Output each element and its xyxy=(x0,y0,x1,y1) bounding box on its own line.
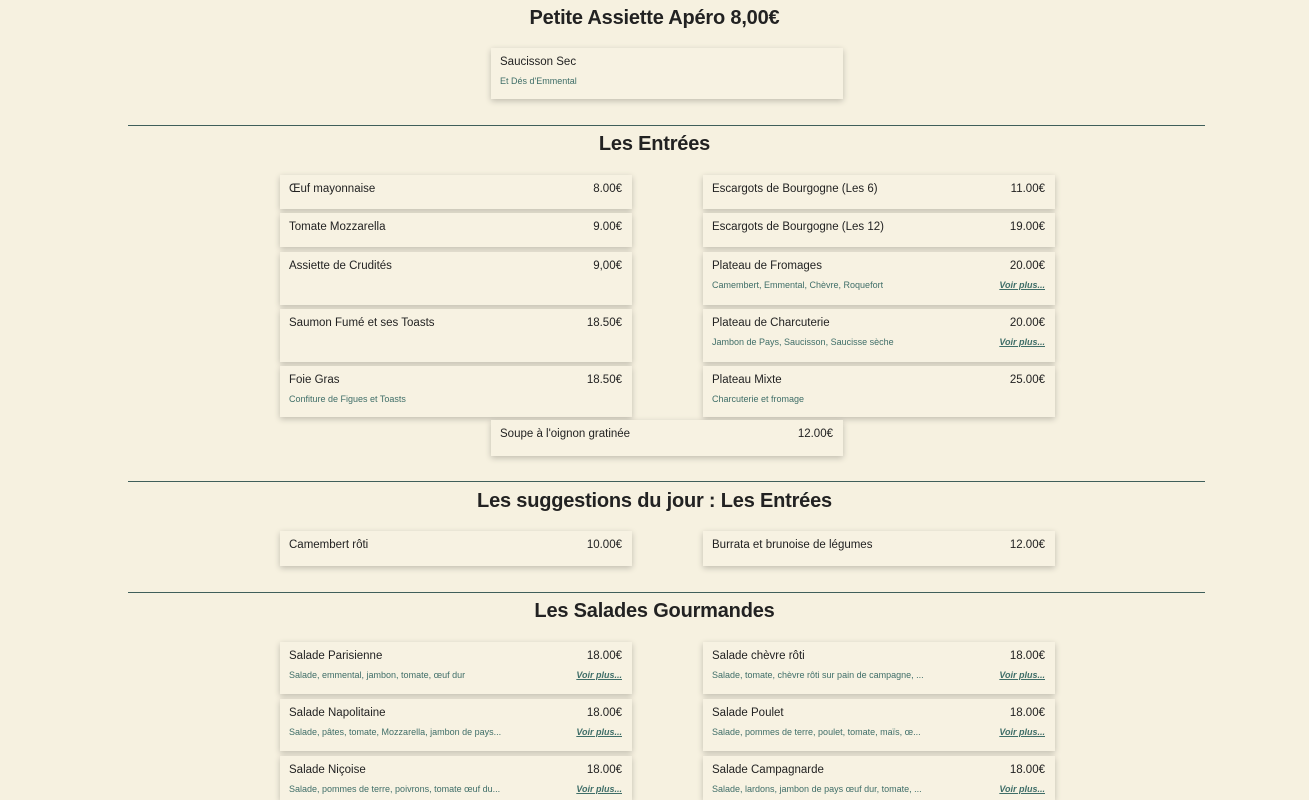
menu-item-card[interactable] xyxy=(703,213,1055,247)
menu-item-card[interactable] xyxy=(491,420,843,456)
menu-item-card[interactable] xyxy=(703,252,1055,305)
item-price: 18.50€ xyxy=(586,317,622,329)
item-name: Assiette de Crudités xyxy=(289,260,392,272)
see-more-link[interactable]: Voir plus... xyxy=(576,784,622,794)
section-divider xyxy=(128,592,1205,593)
item-description: Salade, lardons, jambon de pays œuf dur, tomate, ... xyxy=(712,784,922,794)
menu-item-card[interactable] xyxy=(280,175,632,209)
item-description: Camembert, Emmental, Chèvre, Roquefort xyxy=(712,280,884,290)
item-name: Burrata et brunoise de légumes xyxy=(712,539,873,551)
item-description: Jambon de Pays, Saucisson, Saucisse sèche xyxy=(712,337,894,347)
item-description: Salade, pommes de terre, poivrons, tomate œuf du... xyxy=(289,784,501,794)
section-title-entrees: Les Entrées xyxy=(598,133,711,155)
menu-item-card[interactable] xyxy=(280,213,632,247)
item-name: Tomate Mozzarella xyxy=(289,221,386,233)
see-more-link[interactable]: Voir plus... xyxy=(576,670,622,680)
section-title-apero: Petite Assiette Apéro 8,00€ xyxy=(529,7,780,29)
see-more-link[interactable]: Voir plus... xyxy=(999,727,1045,737)
item-price: 8.00€ xyxy=(593,183,622,195)
item-name: Plateau de Fromages xyxy=(712,260,822,272)
item-price: 18.50€ xyxy=(586,374,622,386)
item-description: Et Dés d'Emmental xyxy=(500,76,577,86)
item-price: 25.00€ xyxy=(1009,374,1045,386)
menu-item-card[interactable] xyxy=(280,309,632,362)
see-more-link[interactable]: Voir plus... xyxy=(999,784,1045,794)
item-description: Salade, tomate, chèvre rôti sur pain de campagne, ... xyxy=(712,670,924,680)
item-price: 10.00€ xyxy=(586,539,622,551)
item-name: Saumon Fumé et ses Toasts xyxy=(289,317,435,329)
item-name: Foie Gras xyxy=(289,374,340,386)
see-more-link[interactable]: Voir plus... xyxy=(999,670,1045,680)
item-price: 18.00€ xyxy=(586,650,622,662)
menu-item-card[interactable] xyxy=(703,175,1055,209)
see-more-link[interactable]: Voir plus... xyxy=(576,727,622,737)
item-price: 12.00€ xyxy=(797,428,833,440)
item-name: Salade Campagnarde xyxy=(712,764,824,776)
menu-item-card[interactable] xyxy=(703,699,1055,751)
item-name: Œuf mayonnaise xyxy=(289,183,376,195)
item-name: Plateau Mixte xyxy=(712,374,782,386)
see-more-link[interactable]: Voir plus... xyxy=(999,337,1045,347)
menu-item-card[interactable] xyxy=(703,366,1055,417)
item-name: Saucisson Sec xyxy=(500,56,577,68)
item-name: Salade Niçoise xyxy=(289,764,366,776)
item-price: 18.00€ xyxy=(586,764,622,776)
section-divider xyxy=(128,125,1205,126)
item-price: 19.00€ xyxy=(1009,221,1045,233)
menu-item-card[interactable] xyxy=(280,531,632,566)
item-price: 9,00€ xyxy=(593,260,622,272)
item-name: Salade Napolitaine xyxy=(289,707,386,719)
menu-item-card[interactable] xyxy=(703,531,1055,566)
item-name: Salade chèvre rôti xyxy=(712,650,805,662)
item-price: 9.00€ xyxy=(593,221,622,233)
item-description: Salade, pâtes, tomate, Mozzarella, jambon de pays... xyxy=(289,727,502,737)
item-name: Soupe à l'oignon gratinée xyxy=(500,428,631,440)
menu-item-card[interactable] xyxy=(703,309,1055,362)
section-title-suggestions: Les suggestions du jour : Les Entrées xyxy=(477,490,832,512)
item-price: 18.00€ xyxy=(586,707,622,719)
item-name: Escargots de Bourgogne (Les 6) xyxy=(712,183,878,195)
section-divider xyxy=(128,481,1205,482)
menu-item-card[interactable] xyxy=(491,48,843,99)
section-title-salades: Les Salades Gourmandes xyxy=(534,600,775,622)
menu-item-card[interactable] xyxy=(703,756,1055,800)
menu-item-card[interactable] xyxy=(280,756,632,800)
menu-item-card[interactable] xyxy=(280,366,632,417)
item-price: 20.00€ xyxy=(1009,260,1045,272)
item-name: Plateau de Charcuterie xyxy=(712,317,830,329)
menu-item-card[interactable] xyxy=(280,642,632,694)
item-description: Salade, pommes de terre, poulet, tomate, maïs, œ... xyxy=(712,727,921,737)
item-description: Charcuterie et fromage xyxy=(712,394,805,404)
menu-item-card[interactable] xyxy=(280,252,632,305)
item-name: Escargots de Bourgogne (Les 12) xyxy=(712,221,884,233)
item-name: Salade Parisienne xyxy=(289,650,383,662)
item-description: Confiture de Figues et Toasts xyxy=(289,394,406,404)
menu-item-card[interactable] xyxy=(703,642,1055,694)
item-price: 18.00€ xyxy=(1009,707,1045,719)
item-price: 12.00€ xyxy=(1009,539,1045,551)
see-more-link[interactable]: Voir plus... xyxy=(999,280,1045,290)
item-price: 20.00€ xyxy=(1009,317,1045,329)
item-price: 18.00€ xyxy=(1009,764,1045,776)
item-description: Salade, emmental, jambon, tomate, œuf dur xyxy=(289,670,466,680)
item-name: Salade Poulet xyxy=(712,707,784,719)
menu-item-card[interactable] xyxy=(280,699,632,751)
item-name: Camembert rôti xyxy=(289,539,369,551)
item-price: 18.00€ xyxy=(1009,650,1045,662)
item-price: 11.00€ xyxy=(1010,183,1045,195)
